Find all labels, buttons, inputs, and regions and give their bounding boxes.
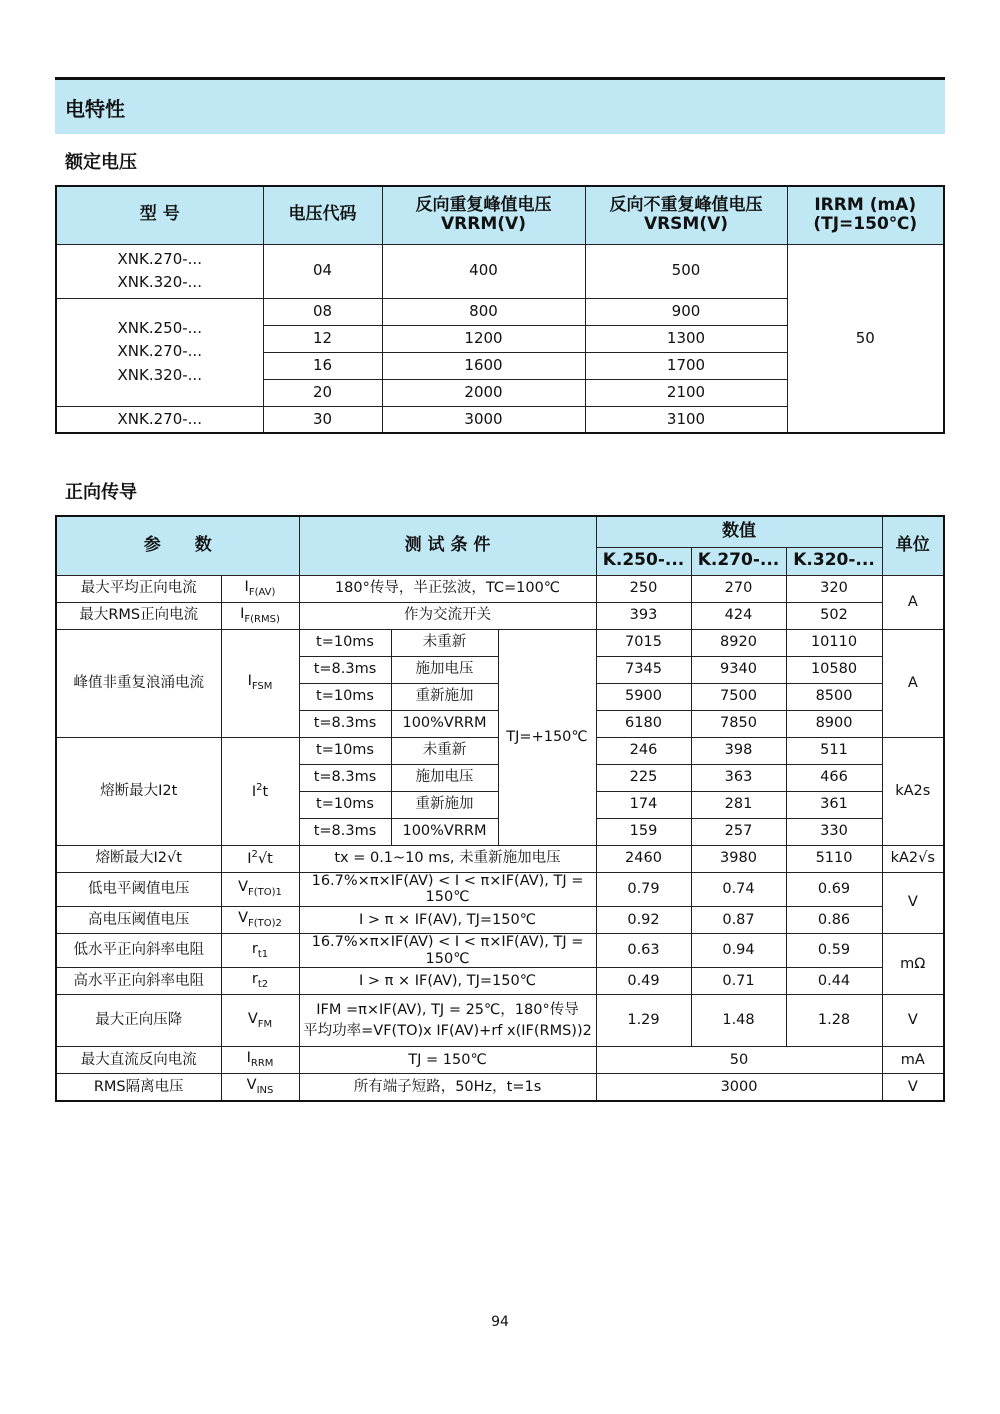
param-name: 最大直流反向电流 <box>56 1047 221 1074</box>
forward-conduction-table <box>55 515 945 1102</box>
value-cell: 281 <box>691 791 786 818</box>
model-cell <box>56 244 263 298</box>
value-cell: 7500 <box>691 683 786 710</box>
col-test-condition: 测 试 条 件 <box>299 516 596 575</box>
time-cell: t=10ms <box>299 629 391 656</box>
table-header-row <box>56 516 944 547</box>
vrrm-title: 反向重复峰值电压 <box>415 194 552 215</box>
value-cell: 0.92 <box>596 906 691 933</box>
test-condition: 16.7%×π×IF(AV) < I < π×IF(AV), TJ = 150℃ <box>299 933 596 967</box>
param-name: 高水平正向斜率电阻 <box>56 968 221 995</box>
value-cell: 0.59 <box>786 933 882 967</box>
table-row <box>56 872 944 906</box>
value-cell: 0.87 <box>691 906 786 933</box>
col-k270: K.270-... <box>691 547 786 575</box>
code-cell: 12 <box>263 325 382 352</box>
irrm-cell: 50 <box>787 244 944 433</box>
value-cell: 7015 <box>596 629 691 656</box>
code-cell: 08 <box>263 298 382 325</box>
value-cell: 1.29 <box>596 995 691 1047</box>
value-cell: 250 <box>596 575 691 602</box>
col-values: 数值 <box>596 516 882 547</box>
param-name: 低电平阈值电压 <box>56 872 221 906</box>
unit-cell: kA2√s <box>882 845 944 872</box>
model-name: XNK.320-... <box>117 273 202 291</box>
value-cell: 0.49 <box>596 968 691 995</box>
vrsm-cell: 900 <box>585 298 787 325</box>
value-cell: 8900 <box>786 710 882 737</box>
value-cell: 363 <box>691 764 786 791</box>
section-title: 电特性 <box>65 96 125 121</box>
col-k250: K.250-... <box>596 547 691 575</box>
table-row <box>56 968 944 995</box>
condition-line: 平均功率=VF(TO)x IF(AV)+rf x(IF(RMS))2 <box>303 1023 592 1040</box>
param-symbol: $I_{F(AV)}$ <box>221 575 299 602</box>
param-name: 最大RMS正向电流 <box>56 602 221 629</box>
table-row <box>56 244 944 298</box>
rated-voltage-table <box>55 185 945 434</box>
test-condition: I > π × IF(AV), TJ=150℃ <box>299 968 596 995</box>
value-cell: 0.44 <box>786 968 882 995</box>
col-model: 型 号 <box>56 186 263 244</box>
unit-cell: V <box>882 1074 944 1101</box>
value-cell: 10110 <box>786 629 882 656</box>
section-header <box>55 80 945 134</box>
time-cell: t=8.3ms <box>299 818 391 845</box>
value-cell: 7345 <box>596 656 691 683</box>
value-cell: 5900 <box>596 683 691 710</box>
value-cell: 225 <box>596 764 691 791</box>
value-cell: 502 <box>786 602 882 629</box>
condition-cell: 未重新 <box>391 737 498 764</box>
tj-cell: TJ=+150℃ <box>498 629 596 845</box>
model-cell <box>56 298 263 406</box>
col-vrsm <box>585 186 787 244</box>
value-cell: 0.63 <box>596 933 691 967</box>
value-cell: 0.86 <box>786 906 882 933</box>
vrrm-cell: 3000 <box>382 406 585 433</box>
value-cell: 6180 <box>596 710 691 737</box>
value-cell: 320 <box>786 575 882 602</box>
value-cell: 3980 <box>691 845 786 872</box>
param-name: 最大平均正向电流 <box>56 575 221 602</box>
unit-cell: A <box>882 629 944 737</box>
table-row <box>56 1074 944 1101</box>
value-cell: 8500 <box>786 683 882 710</box>
param-name: 高电压阈值电压 <box>56 906 221 933</box>
unit-cell: mA <box>882 1047 944 1074</box>
value-cell: 1.28 <box>786 995 882 1047</box>
time-cell: t=10ms <box>299 791 391 818</box>
irrm-title: IRRM (mA) <box>814 194 917 215</box>
unit-cell: kA2s <box>882 737 944 845</box>
col-k320: K.320-... <box>786 547 882 575</box>
test-condition: 所有端子短路，50Hz，t=1s <box>299 1074 596 1101</box>
vrrm-cell: 400 <box>382 244 585 298</box>
value-cell: 466 <box>786 764 882 791</box>
param-symbol: $V_{F(TO)1}$ <box>221 872 299 906</box>
model-name: XNK.270-... <box>117 342 202 361</box>
code-cell: 04 <box>263 244 382 298</box>
value-cell: 0.74 <box>691 872 786 906</box>
table-row <box>56 845 944 872</box>
table-row <box>56 629 944 656</box>
unit-cell: A <box>882 575 944 629</box>
value-cell: 246 <box>596 737 691 764</box>
param-symbol: $V_{FM}$ <box>221 995 299 1047</box>
value-cell: 0.69 <box>786 872 882 906</box>
param-symbol: $I^2√t$ <box>221 845 299 872</box>
condition-cell: 未重新 <box>391 629 498 656</box>
col-unit: 单位 <box>882 516 944 575</box>
param-name: 低水平正向斜率电阻 <box>56 933 221 967</box>
value-cell: 1.48 <box>691 995 786 1047</box>
param-name: 熔断最大I2t <box>56 737 221 845</box>
forward-conduction-heading: 正向传导 <box>65 482 137 503</box>
value-cell: 511 <box>786 737 882 764</box>
vrrm-cell: 800 <box>382 298 585 325</box>
test-condition: 16.7%×π×IF(AV) < I < π×IF(AV), TJ = 150℃ <box>299 872 596 906</box>
table-row <box>56 906 944 933</box>
test-condition: TJ = 150℃ <box>299 1047 596 1074</box>
table-row <box>56 1047 944 1074</box>
time-cell: t=8.3ms <box>299 764 391 791</box>
vrrm-unit: VRRM(V) <box>441 214 526 235</box>
param-symbol: $I_{FSM}$ <box>221 629 299 737</box>
model-name: XNK.270-... <box>117 249 202 268</box>
time-cell: t=10ms <box>299 737 391 764</box>
test-condition: 180°传导，半正弦波，TC=100℃ <box>299 575 596 602</box>
test-condition: tx = 0.1~10 ms, 未重新施加电压 <box>299 845 596 872</box>
condition-cell: 100%VRRM <box>391 818 498 845</box>
value-cell: 270 <box>691 575 786 602</box>
param-symbol: $I_{F(RMS)}$ <box>221 602 299 629</box>
condition-cell: 施加电压 <box>391 656 498 683</box>
value-cell: 0.94 <box>691 933 786 967</box>
value-cell: 159 <box>596 818 691 845</box>
param-symbol: $V_{INS}$ <box>221 1074 299 1101</box>
model-name: XNK.320-... <box>117 365 202 384</box>
unit-cell: V <box>882 995 944 1047</box>
page-number: 94 <box>491 1314 509 1330</box>
value-cell: 3000 <box>596 1074 882 1101</box>
value-cell: 361 <box>786 791 882 818</box>
col-code: 电压代码 <box>263 186 382 244</box>
rated-voltage-heading: 额定电压 <box>65 152 137 173</box>
value-cell: 50 <box>596 1047 882 1074</box>
vrsm-cell: 1700 <box>585 352 787 379</box>
param-name: 峰值非重复浪涌电流 <box>56 629 221 737</box>
vrrm-cell: 1200 <box>382 325 585 352</box>
col-parameter: 参 数 <box>56 516 299 575</box>
value-cell: 398 <box>691 737 786 764</box>
param-symbol: $I^2t$ <box>221 737 299 845</box>
param-symbol: $r_{t2}$ <box>221 968 299 995</box>
test-condition: I > π × IF(AV), TJ=150℃ <box>299 906 596 933</box>
test-condition: 作为交流开关 <box>299 602 596 629</box>
vrsm-title: 反向不重复峰值电压 <box>609 194 763 215</box>
table-header-row <box>56 186 944 244</box>
table-row <box>56 575 944 602</box>
vrsm-cell: 1300 <box>585 325 787 352</box>
unit-cell: mΩ <box>882 933 944 994</box>
value-cell: 7850 <box>691 710 786 737</box>
vrsm-unit: VRSM(V) <box>643 214 729 235</box>
vrrm-cell: 2000 <box>382 379 585 406</box>
time-cell: t=10ms <box>299 683 391 710</box>
value-cell: 330 <box>786 818 882 845</box>
param-symbol: $V_{F(TO)2}$ <box>221 906 299 933</box>
value-cell: 257 <box>691 818 786 845</box>
value-cell: 0.71 <box>691 968 786 995</box>
value-cell: 424 <box>691 602 786 629</box>
param-name: 熔断最大I2√t <box>56 845 221 872</box>
value-cell: 8920 <box>691 629 786 656</box>
code-cell: 16 <box>263 352 382 379</box>
condition-cell: 施加电压 <box>391 764 498 791</box>
col-vrrm <box>382 186 585 244</box>
value-cell: 393 <box>596 602 691 629</box>
vrrm-cell: 1600 <box>382 352 585 379</box>
table-row <box>56 933 944 967</box>
time-cell: t=8.3ms <box>299 656 391 683</box>
param-symbol: $I_{RRM}$ <box>221 1047 299 1074</box>
table-row <box>56 602 944 629</box>
param-name: 最大正向压降 <box>56 995 221 1047</box>
value-cell: 5110 <box>786 845 882 872</box>
vrsm-cell: 500 <box>585 244 787 298</box>
vrsm-cell: 3100 <box>585 406 787 433</box>
model-cell: XNK.270-... <box>56 406 263 433</box>
table-row <box>56 995 944 1047</box>
param-name: RMS隔离电压 <box>56 1074 221 1101</box>
condition-cell: 重新施加 <box>391 683 498 710</box>
value-cell: 9340 <box>691 656 786 683</box>
vrsm-cell: 2100 <box>585 379 787 406</box>
condition-cell: 重新施加 <box>391 791 498 818</box>
test-condition <box>299 995 596 1047</box>
time-cell: t=8.3ms <box>299 710 391 737</box>
model-name: XNK.250-... <box>117 319 202 338</box>
irrm-cond: (TJ=150℃) <box>813 214 918 235</box>
value-cell: 174 <box>596 791 691 818</box>
condition-line: IFM =π×IF(AV), TJ = 25℃，180°传导 <box>316 1001 579 1018</box>
param-symbol: $r_{t1}$ <box>221 933 299 967</box>
unit-cell: V <box>882 872 944 933</box>
value-cell: 10580 <box>786 656 882 683</box>
code-cell: 30 <box>263 406 382 433</box>
code-cell: 20 <box>263 379 382 406</box>
col-irrm <box>787 186 944 244</box>
value-cell: 2460 <box>596 845 691 872</box>
condition-cell: 100%VRRM <box>391 710 498 737</box>
value-cell: 0.79 <box>596 872 691 906</box>
